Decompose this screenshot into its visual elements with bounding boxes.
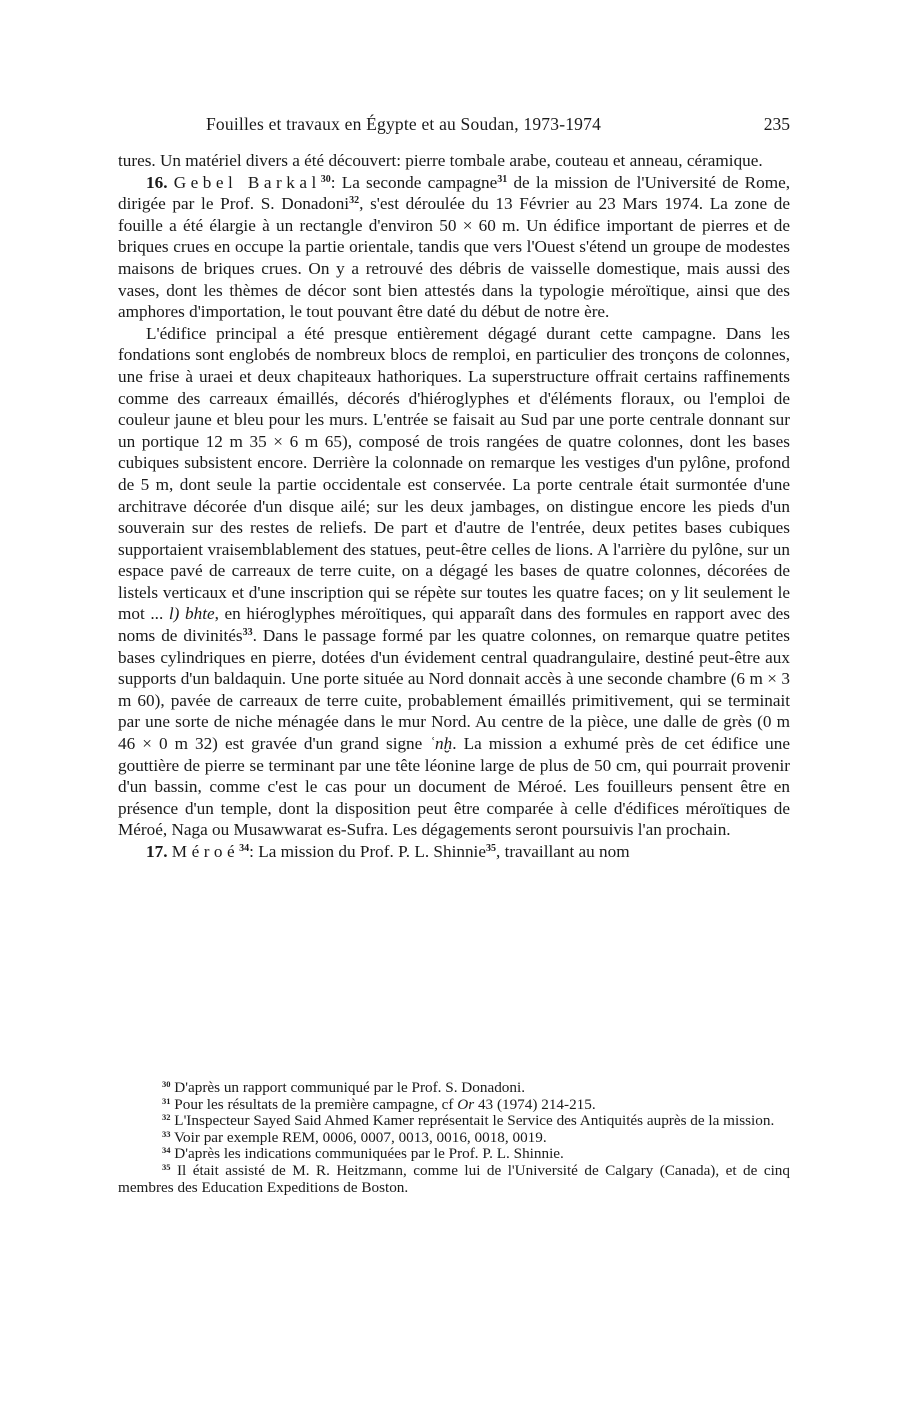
body-text xyxy=(118,150,790,863)
paragraph-gebel-barkal xyxy=(118,172,790,323)
site-name: Méroé xyxy=(171,842,240,861)
footnote-number: 33 xyxy=(162,1128,171,1139)
running-header xyxy=(118,104,790,132)
footnote-number: 32 xyxy=(162,1112,171,1123)
footnote-text: 43 (1974) 214-215. xyxy=(474,1095,596,1113)
text-run: , s'est déroulée du 13 Février au 23 Mars 1974. La zone de fouille a été élargie à un rectangle d'environ 50 × 60 m. Un édifice important de pierres et de briques crues en occupe la partie orientale, tandis que vers l'Ouest s'étend un groupe de modestes maisons de briques crues. On y a retrouvé des débris de vaisselle domestique, mais aussi des vases, dont les thèmes de décor sont bien attestés dans la typologie méroïtique, ainsi que des amphores d'importation, le tout pouvant être daté du début de notre ère. xyxy=(118,194,790,322)
footnote-33 xyxy=(118,1130,790,1147)
footnote-text: D'après les indications communiquées par le Prof. P. L. Shinnie. xyxy=(170,1145,564,1163)
footnote-number: 34 xyxy=(162,1145,171,1156)
italic-term: l) bhte xyxy=(168,604,215,624)
text-run: de la mission de l'Université de Rome, dirigée par le Prof. S. Donadoni xyxy=(118,172,791,214)
text-run: , travaillant au nom xyxy=(495,842,630,861)
footnotes xyxy=(118,1080,790,1196)
footnote-number: 31 xyxy=(162,1095,171,1106)
paragraph-meroe xyxy=(118,841,790,863)
footnote-ref[interactable]: 35 xyxy=(485,843,496,854)
footnote-text: D'après un rapport communiqué par le Prof. S. Donadoni. xyxy=(170,1079,526,1096)
footnote-ref[interactable]: 33 xyxy=(242,627,253,639)
text-run: , en hiéroglyphes méroïtiques, qui apparaît dans des formules en rapport avec des noms de divinités xyxy=(118,604,790,646)
text-run: : La mission du Prof. P. L. Shinnie xyxy=(249,842,486,861)
footnote-number: 35 xyxy=(162,1161,171,1172)
paragraph-edifice xyxy=(118,323,790,841)
page-number: 235 xyxy=(763,114,790,134)
footnote-text: Voir par exemple REM, 0006, 0007, 0013, 0016, 0018, 0019. xyxy=(170,1128,547,1146)
text-run: . Dans le passage formé par les quatre colonnes, on remarque quatre petites bases cylindriques en pierre, dotées d'un évidement central quadrangulaire, destiné peut-être aux supports d'un baldaquin. Une porte située au Nord donnait accès à une seconde chambre (6 m × 3 m 60), pavée de carreaux de terre cuite, probablement émaillés primitivement, qui se terminait par une sorte de niche ménagée dans le mur Nord. Au centre de la pièce, une dalle de grès (0 m 46 × 0 m 32) est gravée d'un grand signe xyxy=(118,626,790,754)
running-title: Fouilles et travaux en Égypte et au Soudan, 1973-1974 xyxy=(206,114,602,134)
footnote-text: Il était assisté de M. R. Heitzmann, comme lui de l'Université de Calgary (Canada), et de cinq membres des Education Expeditions de Boston. xyxy=(118,1161,790,1196)
section-number: 17. xyxy=(146,842,168,861)
footnote-34 xyxy=(118,1146,790,1163)
journal-abbrev: Or xyxy=(457,1095,475,1113)
section-number: 16. xyxy=(146,172,168,192)
site-name: Gebel Barkal xyxy=(173,172,321,192)
footnote-text: Pour les résultats de la première campagne, cf xyxy=(170,1095,458,1113)
footnote-ref[interactable]: 34 xyxy=(239,843,250,854)
text-run: L'édifice principal a été presque entièrement dégagé durant cette campagne. Dans les fondations sont englobés de nombreux blocs de remploi, en particulier des tronçons de colonnes, une frise à uraei et deux chapiteaux hathoriques. La superstructure offrait certains raffinements comme des carreaux émaillés, décorés d'hiéroglyphes et d'éléments floraux, ou l'emploi de couleur jaune et bleu pour les murs. L'entrée se faisait au Sud par une porte centrale donnant sur un portique 12 m 35 × 6 m 65), composé de trois rangées de quatre colonnes, dont les bases cubiques subsistent encore. Derrière la colonnade on remarque les vestiges d'un pylône, profond de 5 m, dont seule la partie occidentale est conservée. La porte centrale était surmontée d'une architrave décorée d'un disque ailé; sur les deux jambages, on distingue encore les pieds d'un souverain sur des restes de reliefs. De part et d'autre de l'entrée, deux petites bases cubiques supportaient vraisemblablement des statues, peut-être celles de lions. A l'arrière du pylône, sur un espace pavé de carreaux de terre cuite, on a dégagé les bases de quatre colonnes, décorées de listels verticaux et d'une inscription qui se répète sur toutes les quatre faces; on y lit seulement le mot ... xyxy=(118,323,790,624)
text-run: . La mission a exhumé près de cet édifice une gouttière de pierre se terminant par une tête léonine large de plus de 50 cm, qui pourrait provenir d'un bassin, comme c'est le cas pour un document de Méroé. Les fouilleurs pensent être en présence d'un temple, dont la disposition peut être comparée à celle d'édifices méroïtiques de Méroé, Naga ou Musawwarat es-Sufra. Les dégagements seront poursuivis l'an prochain. xyxy=(118,734,791,840)
footnote-35 xyxy=(118,1163,790,1196)
footnote-text: L'Inspecteur Sayed Said Ahmed Kamer représentait le Service des Antiquités auprès de la mission. xyxy=(170,1112,775,1130)
footnote-ref[interactable]: 32 xyxy=(349,195,360,207)
footnote-32 xyxy=(118,1113,790,1130)
footnote-ref[interactable]: 31 xyxy=(497,173,508,185)
page xyxy=(118,104,790,863)
italic-term: ʿnḫ xyxy=(429,734,453,754)
footnote-number: 30 xyxy=(162,1079,171,1089)
text-run: : La seconde campagne xyxy=(330,172,498,192)
paragraph-1: tures. Un matériel divers a été découvert: pierre tombale arabe, couteau et anneau, céramique. xyxy=(118,151,763,170)
footnote-30 xyxy=(118,1080,790,1097)
footnote-ref[interactable]: 30 xyxy=(320,173,331,185)
footnote-31 xyxy=(118,1097,790,1114)
